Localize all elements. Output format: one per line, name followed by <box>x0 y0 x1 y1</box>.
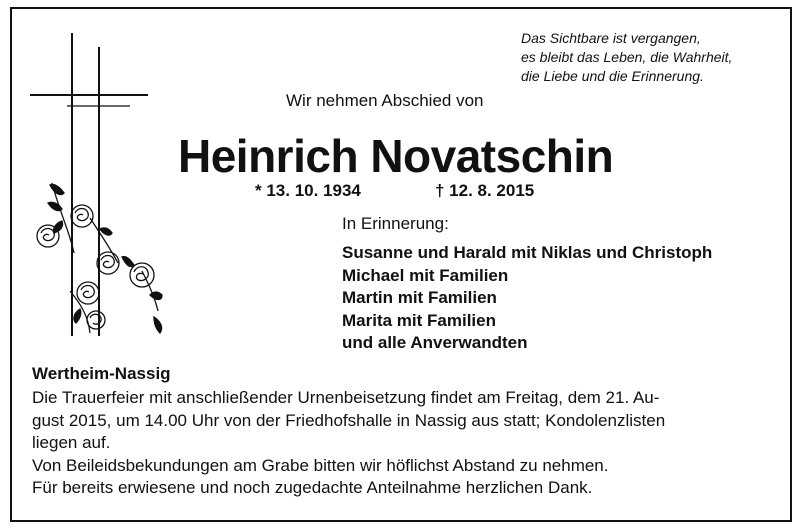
motto-line: es bleibt das Leben, die Wahrheit, <box>521 49 733 65</box>
motto-quote <box>521 29 732 86</box>
place-heading: Wertheim-Nassig <box>32 364 171 383</box>
birth-date: * 13. 10. 1934 <box>255 181 361 200</box>
memory-label: In Erinnerung: <box>342 214 449 233</box>
announcement-line: Von Beileidsbekundungen am Grabe bitten wir höflichst Abstand zu nehmen. <box>32 455 609 475</box>
obituary-notice <box>10 7 792 522</box>
death-date: † 12. 8. 2015 <box>435 181 535 200</box>
motto-line: die Liebe und die Erinnerung. <box>521 68 704 84</box>
mourner-item: Michael mit Familien <box>342 265 509 285</box>
announcement-line: gust 2015, um 14.00 Uhr von der Friedhofshalle in Nassig aus statt; Kondolenzlisten <box>32 410 666 430</box>
mourners-list <box>342 242 712 355</box>
cross-and-roses-artwork <box>30 33 180 353</box>
mourner-item: und alle Anverwandten <box>342 333 528 352</box>
intro-text: Wir nehmen Abschied von <box>286 91 484 110</box>
mourner-item: Martin mit Familien <box>342 288 497 307</box>
mourner-item: Marita mit Familien <box>342 310 496 330</box>
announcement-line: Für bereits erwiesene und noch zugedachte Anteilnahme herzlichen Dank. <box>32 478 593 497</box>
motto-line: Das Sichtbare ist vergangen, <box>521 30 701 46</box>
deceased-name: Heinrich Novatschin <box>178 130 614 182</box>
mourner-item: Susanne und Harald mit Niklas und Christoph <box>342 243 713 262</box>
announcement-line: liegen auf. <box>32 433 111 452</box>
announcement-line: Die Trauerfeier mit anschließender Urnenbeisetzung findet am Freitag, dem 21. Au- <box>32 388 660 407</box>
cross-icon <box>30 33 148 336</box>
announcement-text <box>32 387 792 500</box>
